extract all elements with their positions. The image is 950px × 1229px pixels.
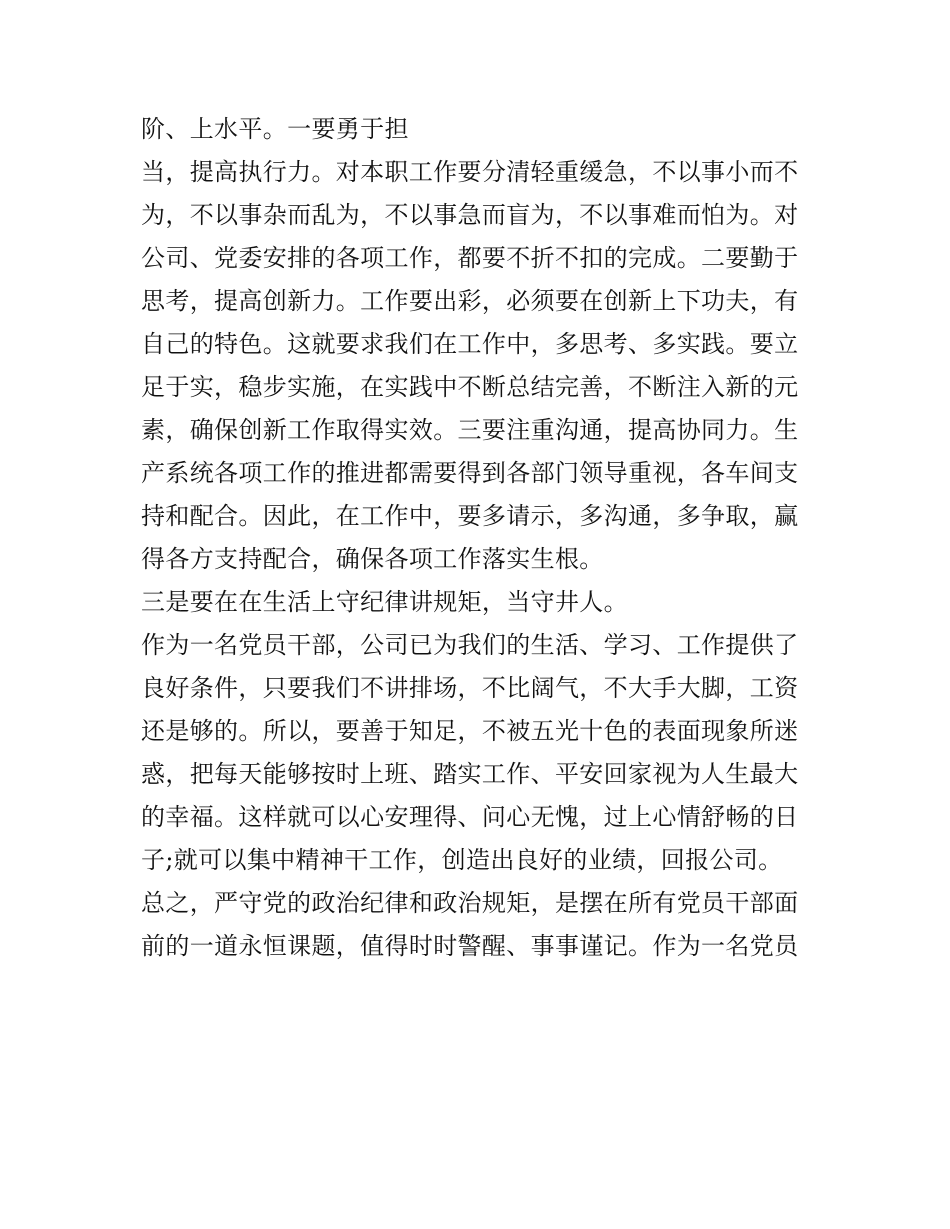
text-line: 惑，把每天能够按时上班、踏实工作、平安回家视为人生最大 — [141, 760, 799, 788]
text-line: 当，提高执行力。对本职工作要分清轻重缓急，不以事小而不 — [141, 158, 799, 186]
text-line: 足于实，稳步实施，在实践中不断总结完善，不断注入新的元 — [141, 373, 799, 401]
text-line: 作为一名党员干部，公司已为我们的生活、学习、工作提供了 — [141, 631, 799, 659]
text-line: 得各方支持配合，确保各项工作落实生根。 — [141, 545, 604, 573]
text-line: 的幸福。这样就可以心安理得、问心无愧，过上心情舒畅的日 — [141, 803, 799, 831]
text-line: 前的一道永恒课题，值得时时警醒、事事谨记。作为一名党员 — [141, 932, 799, 960]
text-line: 素，确保创新工作取得实效。三要注重沟通，提高协同力。生 — [141, 416, 799, 444]
text-line: 思考，提高创新力。工作要出彩，必须要在创新上下功夫，有 — [141, 287, 799, 315]
body-text — [141, 108, 821, 968]
text-line: 产系统各项工作的推进都需要得到各部门领导重视，各车间支 — [141, 459, 799, 487]
text-line: 自己的特色。这就要求我们在工作中，多思考、多实践。要立 — [141, 330, 799, 358]
text-line: 阶、上水平。一要勇于担 — [141, 115, 409, 143]
text-line: 为，不以事杂而乱为，不以事急而盲为，不以事难而怕为。对 — [141, 201, 799, 229]
text-line: 子;就可以集中精神干工作，创造出良好的业绩，回报公司。 — [141, 846, 783, 874]
section-heading: 三是要在在生活上守纪律讲规矩，当守井人。 — [141, 588, 628, 616]
text-line: 还是够的。所以，要善于知足，不被五光十色的表面现象所迷 — [141, 717, 799, 745]
text-line: 持和配合。因此，在工作中，要多请示，多沟通，多争取，赢 — [141, 502, 799, 530]
text-line: 公司、党委安排的各项工作，都要不折不扣的完成。二要勤于 — [141, 244, 799, 272]
text-line: 总之，严守党的政治纪律和政治规矩，是摆在所有党员干部面 — [141, 889, 799, 917]
text-line: 良好条件，只要我们不讲排场，不比阔气，不大手大脚，工资 — [141, 674, 799, 702]
